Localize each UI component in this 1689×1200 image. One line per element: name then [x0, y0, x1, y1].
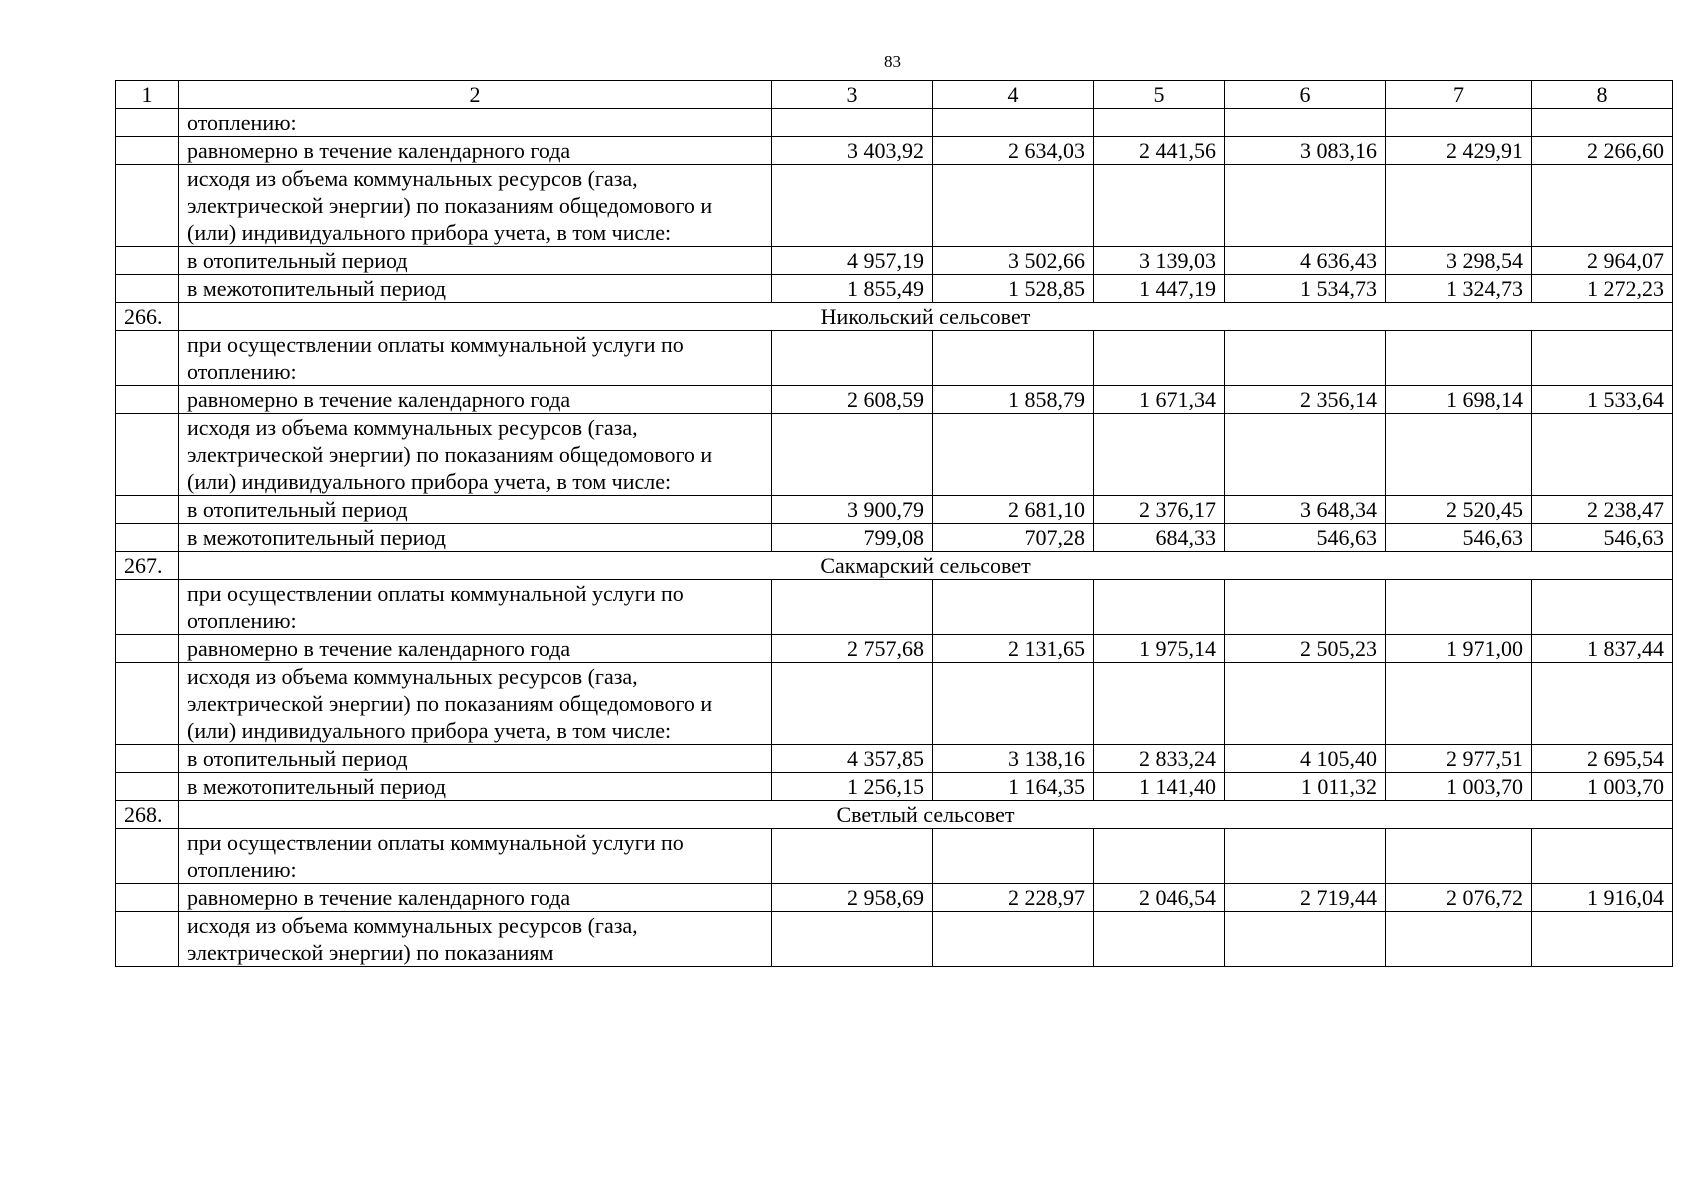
row-index-cell — [116, 414, 179, 496]
value-cell: 546,63 — [1225, 524, 1386, 552]
value-cell: 1 141,40 — [1094, 773, 1225, 801]
row-index-cell — [116, 829, 179, 884]
value-cell — [1386, 109, 1532, 137]
row-label: исходя из объема коммунальных ресурсов (газа, электрической энергии) по показаниям общедомового и (или) индивидуального прибора учета, в том числе: — [179, 414, 772, 496]
row-index-cell — [116, 496, 179, 524]
table-row — [116, 386, 1673, 414]
value-cell — [1225, 663, 1386, 745]
section-number: 266. — [116, 303, 179, 331]
value-cell — [772, 663, 933, 745]
value-cell — [1094, 580, 1225, 635]
value-cell: 1 671,34 — [1094, 386, 1225, 414]
value-cell: 1 011,32 — [1225, 773, 1386, 801]
section-title: Светлый сельсовет — [179, 801, 1673, 829]
value-cell: 3 648,34 — [1225, 496, 1386, 524]
value-cell — [1225, 331, 1386, 386]
value-cell: 799,08 — [772, 524, 933, 552]
value-cell: 1 447,19 — [1094, 275, 1225, 303]
value-cell: 1 858,79 — [933, 386, 1094, 414]
table-row — [116, 663, 1673, 745]
row-label: в межотопительный период — [179, 773, 772, 801]
value-cell — [933, 912, 1094, 967]
row-label: равномерно в течение календарного года — [179, 884, 772, 912]
row-index-cell — [116, 109, 179, 137]
value-cell — [933, 580, 1094, 635]
value-cell: 3 900,79 — [772, 496, 933, 524]
row-index-cell — [116, 331, 179, 386]
value-cell — [933, 414, 1094, 496]
value-cell: 2 958,69 — [772, 884, 933, 912]
value-cell: 1 528,85 — [933, 275, 1094, 303]
row-index-cell — [116, 247, 179, 275]
value-cell — [1386, 829, 1532, 884]
row-index-cell — [116, 912, 179, 967]
row-label: при осуществлении оплаты коммунальной услуги по отоплению: — [179, 829, 772, 884]
row-index-cell — [116, 580, 179, 635]
value-cell: 2 076,72 — [1386, 884, 1532, 912]
value-cell — [1386, 663, 1532, 745]
table-row — [116, 635, 1673, 663]
value-cell — [772, 414, 933, 496]
value-cell — [1094, 912, 1225, 967]
row-index-cell — [116, 275, 179, 303]
row-label: исходя из объема коммунальных ресурсов (газа, электрической энергии) по показаниям — [179, 912, 772, 967]
value-cell — [1225, 165, 1386, 247]
value-cell — [772, 829, 933, 884]
table-row — [116, 580, 1673, 635]
table-row — [116, 884, 1673, 912]
table-row — [116, 165, 1673, 247]
value-cell — [772, 331, 933, 386]
value-cell — [1094, 109, 1225, 137]
value-cell: 2 964,07 — [1532, 247, 1673, 275]
value-cell — [772, 165, 933, 247]
value-cell — [1386, 331, 1532, 386]
section-header-row — [116, 801, 1673, 829]
value-cell: 2 695,54 — [1532, 745, 1673, 773]
value-cell — [1094, 663, 1225, 745]
section-number: 268. — [116, 801, 179, 829]
value-cell — [1386, 165, 1532, 247]
row-index-cell — [116, 165, 179, 247]
value-cell — [1532, 331, 1673, 386]
value-cell — [1094, 414, 1225, 496]
value-cell — [772, 912, 933, 967]
value-cell: 2 441,56 — [1094, 137, 1225, 165]
row-index-cell — [116, 524, 179, 552]
value-cell: 3 502,66 — [933, 247, 1094, 275]
value-cell — [933, 829, 1094, 884]
row-index-cell — [116, 137, 179, 165]
value-cell — [933, 663, 1094, 745]
value-cell — [1532, 663, 1673, 745]
value-cell: 1 698,14 — [1386, 386, 1532, 414]
table-row — [116, 524, 1673, 552]
table-body — [116, 81, 1673, 967]
value-cell: 4 105,40 — [1225, 745, 1386, 773]
table-row — [116, 275, 1673, 303]
value-cell: 1 916,04 — [1532, 884, 1673, 912]
value-cell — [1532, 165, 1673, 247]
row-index-cell — [116, 386, 179, 414]
value-cell — [933, 165, 1094, 247]
value-cell — [1094, 829, 1225, 884]
header-cell: 8 — [1532, 81, 1673, 109]
row-index-cell — [116, 884, 179, 912]
value-cell: 3 083,16 — [1225, 137, 1386, 165]
row-index-cell — [116, 745, 179, 773]
value-cell — [933, 331, 1094, 386]
value-cell: 2 046,54 — [1094, 884, 1225, 912]
value-cell: 2 238,47 — [1532, 496, 1673, 524]
value-cell — [1225, 912, 1386, 967]
value-cell: 3 298,54 — [1386, 247, 1532, 275]
value-cell — [1386, 414, 1532, 496]
value-cell — [933, 109, 1094, 137]
value-cell — [772, 580, 933, 635]
value-cell: 546,63 — [1532, 524, 1673, 552]
value-cell: 1 533,64 — [1532, 386, 1673, 414]
value-cell: 1 534,73 — [1225, 275, 1386, 303]
value-cell: 3 139,03 — [1094, 247, 1225, 275]
row-label: исходя из объема коммунальных ресурсов (газа, электрической энергии) по показаниям общедомового и (или) индивидуального прибора учета, в том числе: — [179, 165, 772, 247]
header-cell: 7 — [1386, 81, 1532, 109]
row-label: при осуществлении оплаты коммунальной услуги по отоплению: — [179, 580, 772, 635]
row-label: равномерно в течение календарного года — [179, 386, 772, 414]
value-cell: 1 272,23 — [1532, 275, 1673, 303]
value-cell: 2 429,91 — [1386, 137, 1532, 165]
value-cell: 1 855,49 — [772, 275, 933, 303]
value-cell — [1225, 580, 1386, 635]
section-title: Никольский сельсовет — [179, 303, 1673, 331]
value-cell: 4 957,19 — [772, 247, 933, 275]
row-label: в межотопительный период — [179, 524, 772, 552]
value-cell — [1386, 580, 1532, 635]
table-row — [116, 247, 1673, 275]
value-cell: 3 403,92 — [772, 137, 933, 165]
value-cell — [1386, 912, 1532, 967]
value-cell: 1 256,15 — [772, 773, 933, 801]
page-number: 83 — [884, 52, 901, 71]
value-cell: 2 608,59 — [772, 386, 933, 414]
table-row — [116, 745, 1673, 773]
value-cell: 2 266,60 — [1532, 137, 1673, 165]
section-header-row — [116, 552, 1673, 580]
row-label: в отопительный период — [179, 247, 772, 275]
table-row — [116, 829, 1673, 884]
value-cell: 1 837,44 — [1532, 635, 1673, 663]
value-cell: 684,33 — [1094, 524, 1225, 552]
value-cell: 1 164,35 — [933, 773, 1094, 801]
value-cell — [1225, 829, 1386, 884]
value-cell: 2 833,24 — [1094, 745, 1225, 773]
row-index-cell — [116, 663, 179, 745]
value-cell — [1225, 414, 1386, 496]
value-cell — [1532, 580, 1673, 635]
row-index-cell — [116, 773, 179, 801]
header-cell: 5 — [1094, 81, 1225, 109]
row-label: в отопительный период — [179, 745, 772, 773]
value-cell — [772, 109, 933, 137]
value-cell — [1532, 109, 1673, 137]
table-row — [116, 912, 1673, 967]
table-row — [116, 331, 1673, 386]
value-cell: 2 719,44 — [1225, 884, 1386, 912]
row-label: в отопительный период — [179, 496, 772, 524]
value-cell: 1 003,70 — [1386, 773, 1532, 801]
header-cell: 4 — [933, 81, 1094, 109]
value-cell: 546,63 — [1386, 524, 1532, 552]
header-row — [116, 81, 1673, 109]
value-cell — [1532, 414, 1673, 496]
row-label: отоплению: — [179, 109, 772, 137]
value-cell: 2 131,65 — [933, 635, 1094, 663]
table-row — [116, 137, 1673, 165]
row-label: равномерно в течение календарного года — [179, 137, 772, 165]
value-cell: 2 757,68 — [772, 635, 933, 663]
header-cell: 1 — [116, 81, 179, 109]
value-cell: 2 520,45 — [1386, 496, 1532, 524]
row-label: в межотопительный период — [179, 275, 772, 303]
value-cell — [1225, 109, 1386, 137]
value-cell — [1094, 165, 1225, 247]
value-cell: 4 357,85 — [772, 745, 933, 773]
value-cell: 2 228,97 — [933, 884, 1094, 912]
header-cell: 3 — [772, 81, 933, 109]
table-row — [116, 109, 1673, 137]
value-cell — [1094, 331, 1225, 386]
value-cell: 707,28 — [933, 524, 1094, 552]
section-number: 267. — [116, 552, 179, 580]
row-index-cell — [116, 635, 179, 663]
value-cell: 1 971,00 — [1386, 635, 1532, 663]
value-cell: 2 356,14 — [1225, 386, 1386, 414]
value-cell: 2 505,23 — [1225, 635, 1386, 663]
value-cell: 1 003,70 — [1532, 773, 1673, 801]
value-cell: 3 138,16 — [933, 745, 1094, 773]
header-cell: 6 — [1225, 81, 1386, 109]
tariff-table — [115, 80, 1673, 967]
table-row — [116, 773, 1673, 801]
value-cell: 2 634,03 — [933, 137, 1094, 165]
row-label: исходя из объема коммунальных ресурсов (газа, электрической энергии) по показаниям общедомового и (или) индивидуального прибора учета, в том числе: — [179, 663, 772, 745]
value-cell: 1 324,73 — [1386, 275, 1532, 303]
row-label: равномерно в течение календарного года — [179, 635, 772, 663]
value-cell — [1532, 829, 1673, 884]
value-cell: 2 977,51 — [1386, 745, 1532, 773]
section-title: Сакмарский сельсовет — [179, 552, 1673, 580]
table-row — [116, 496, 1673, 524]
section-header-row — [116, 303, 1673, 331]
value-cell: 4 636,43 — [1225, 247, 1386, 275]
value-cell: 1 975,14 — [1094, 635, 1225, 663]
row-label: при осуществлении оплаты коммунальной услуги по отоплению: — [179, 331, 772, 386]
header-cell: 2 — [179, 81, 772, 109]
value-cell — [1532, 912, 1673, 967]
value-cell: 2 376,17 — [1094, 496, 1225, 524]
table-row — [116, 414, 1673, 496]
value-cell: 2 681,10 — [933, 496, 1094, 524]
